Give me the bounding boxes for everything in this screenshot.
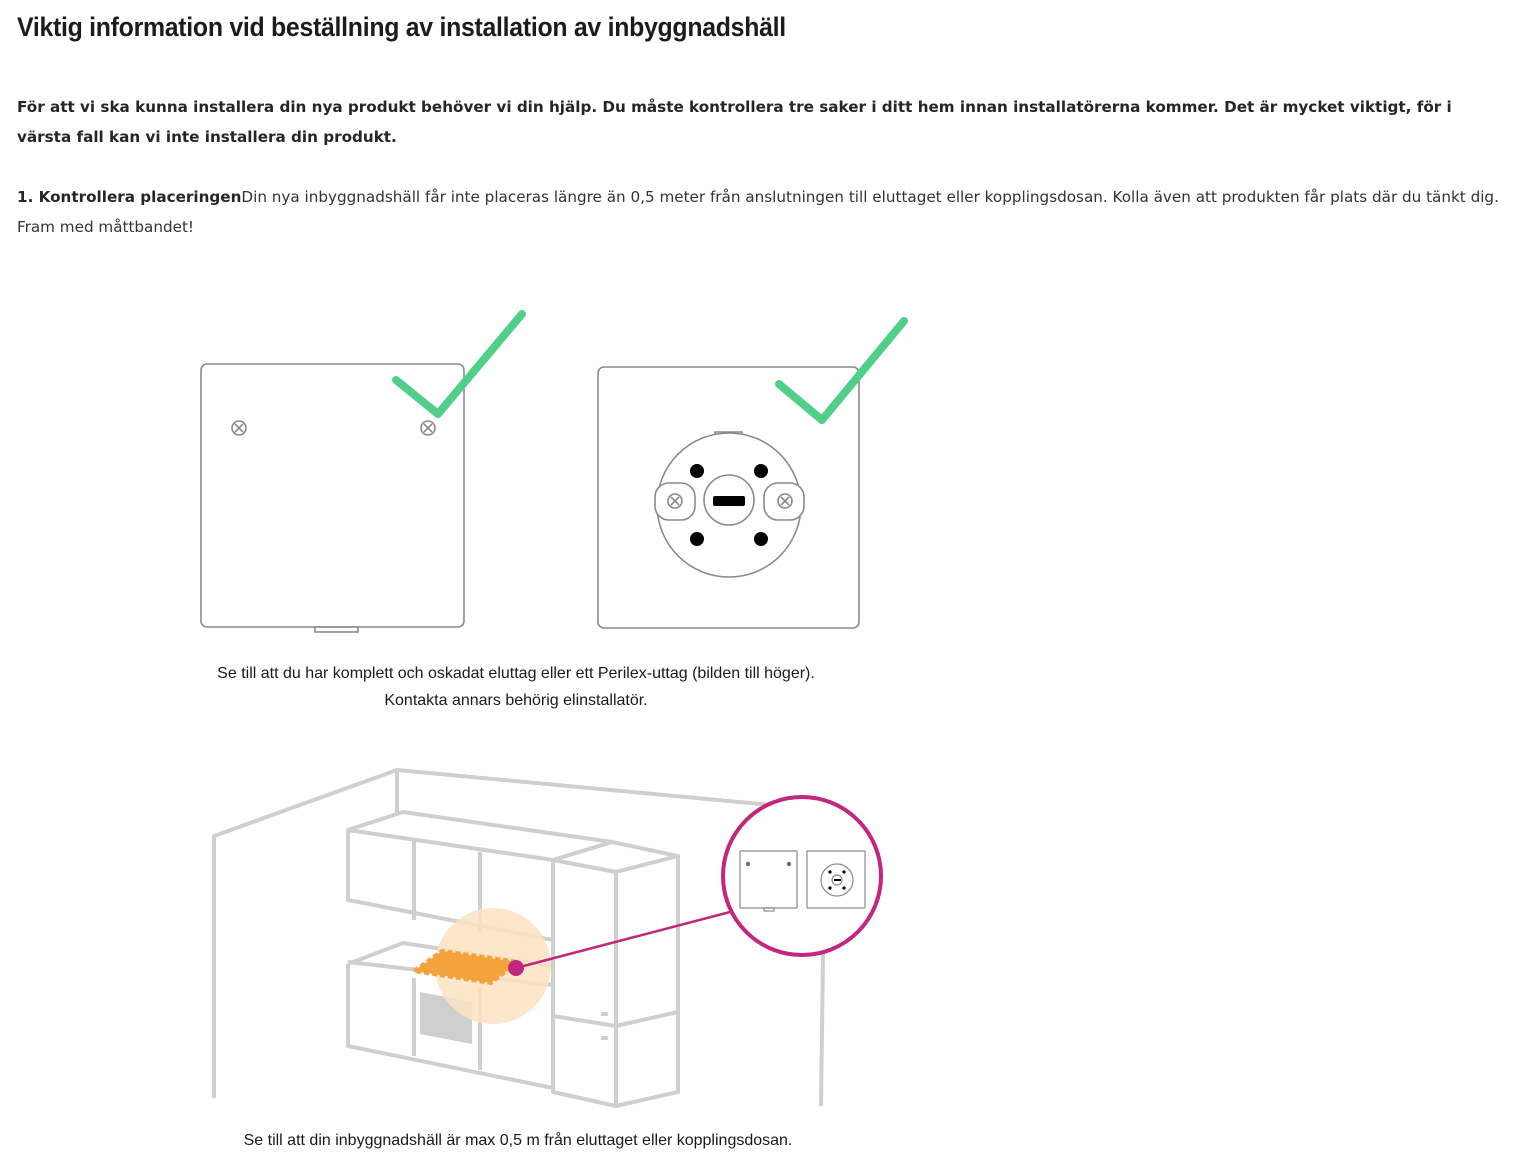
figure2-caption: Se till att din inbyggnadshäll är max 0,5 m från eluttaget eller kopplingsdosan. — [243, 1132, 793, 1149]
intro-paragraph: För att vi ska kunna installera din nya produkt behöver vi din hjälp. Du måste kontrollera tre saker i ditt hem innan installatörerna kommer. Det är mycket viktigt, för i värsta fall kan vi inte installera din produkt. — [17, 98, 1452, 146]
figure1-caption-line1: Se till att du har komplett och oskadat eluttag eller ett Perilex-uttag (bilden till höger). — [217, 665, 815, 682]
zoom-circle — [723, 797, 881, 955]
figure1-caption-line2: Kontakta annars behörig elinstallatör. — [384, 692, 648, 709]
step1-text: Din nya inbyggnadshäll får inte placeras längre än 0,5 meter från anslutningen till eluttaget eller kopplingsdosan. Kolla även att produkten får plats där du tänkt dig. Fram med måttbandet! — [17, 188, 1499, 236]
connector-dot — [508, 960, 524, 976]
step1-heading: 1. Kontrollera placeringen — [17, 188, 242, 206]
page-title: Viktig information vid beställning av installation av inbyggnadshäll — [17, 12, 786, 42]
